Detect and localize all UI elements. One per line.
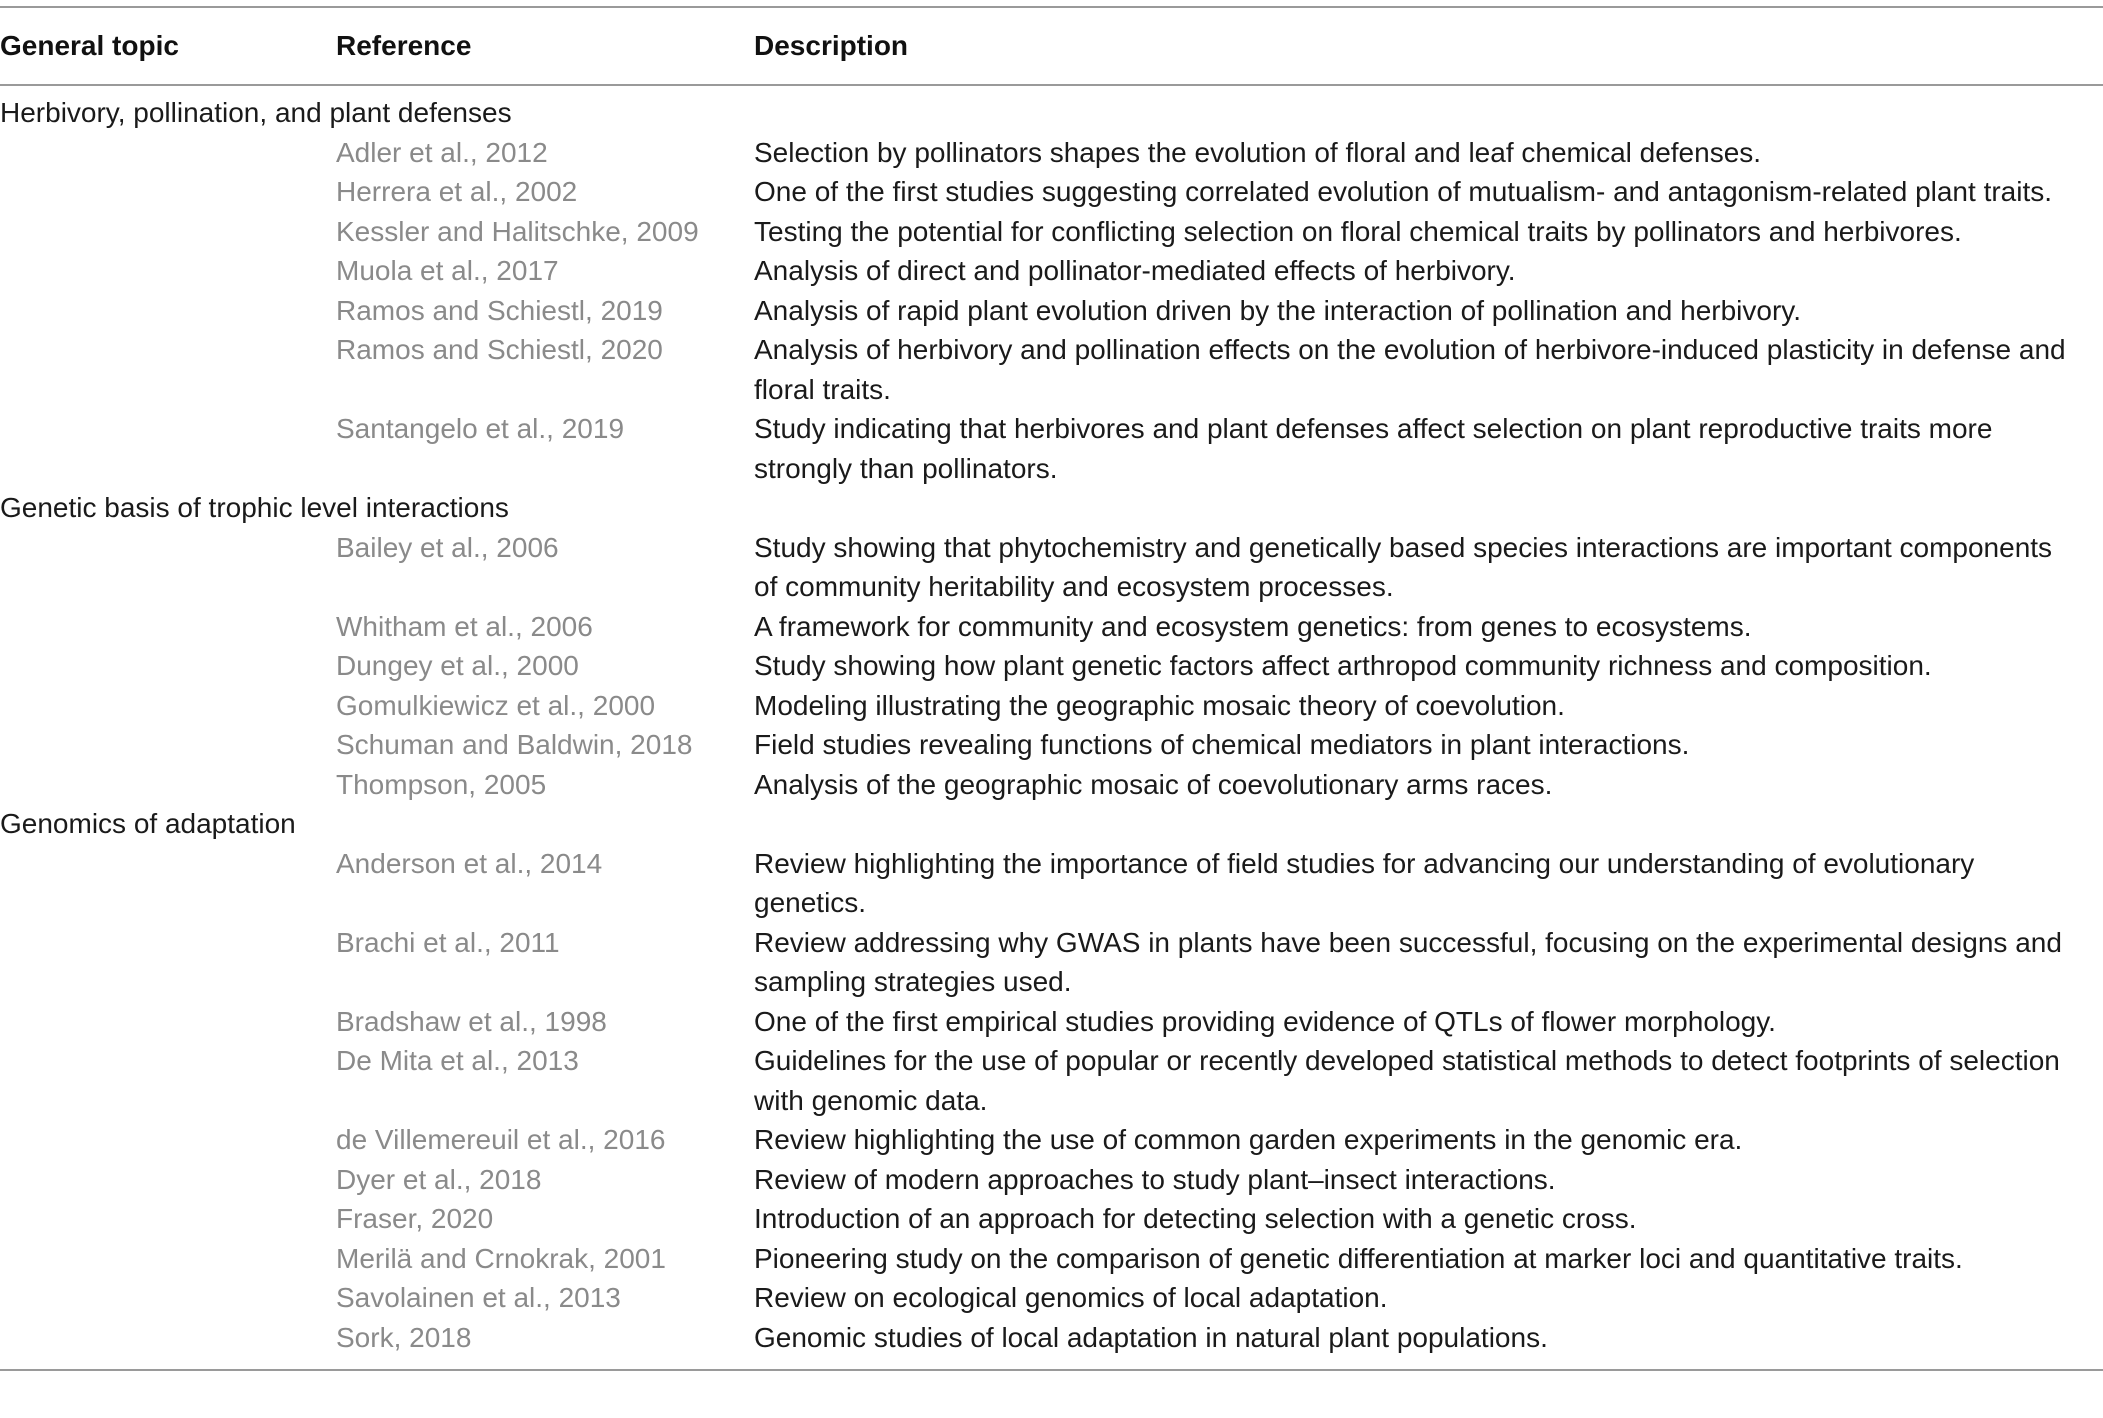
table-row <box>0 1041 2103 1120</box>
reference-cell: de Villemereuil et al., 2016 <box>336 1124 666 1155</box>
description-cell: Review addressing why GWAS in plants have been successful, focusing on the experimental designs and sampling strategies used. <box>754 926 2062 997</box>
topic-row <box>0 488 2103 528</box>
table-row <box>0 1318 2103 1371</box>
description-cell: Analysis of direct and pollinator-mediated effects of herbivory. <box>754 255 1516 286</box>
table-row <box>0 686 2103 726</box>
references-table <box>0 6 2103 1371</box>
table-row <box>0 844 2103 923</box>
column-header-topic: General topic <box>0 30 179 61</box>
table-row <box>0 133 2103 173</box>
reference-cell: Bailey et al., 2006 <box>336 531 559 563</box>
reference-cell: Anderson et al., 2014 <box>336 847 603 879</box>
description-cell: A framework for community and ecosystem genetics: from genes to ecosystems. <box>754 610 1752 642</box>
table-row <box>0 1120 2103 1160</box>
topic-label: Genomics of adaptation <box>0 808 296 839</box>
description-cell: Review of modern approaches to study plant–insect interactions. <box>754 1163 1556 1195</box>
table-row <box>0 1199 2103 1239</box>
description-cell: Analysis of the geographic mosaic of coevolutionary arms races. <box>754 768 1553 800</box>
topic-label: Herbivory, pollination, and plant defenses <box>0 97 512 128</box>
table-row <box>0 291 2103 331</box>
table-header <box>0 7 2103 85</box>
reference-cell: Fraser, 2020 <box>336 1203 494 1234</box>
reference-cell: Savolainen et al., 2013 <box>336 1282 621 1313</box>
description-cell: Guidelines for the use of popular or recently developed statistical methods to detect footprints of selection with genomic data. <box>754 1045 2060 1116</box>
table-row <box>0 1002 2103 1042</box>
table-row <box>0 212 2103 252</box>
reference-cell: Ramos and Schiestl, 2019 <box>336 294 663 326</box>
description-cell: Study showing that phytochemistry and genetically based species interactions are important components of community heritability and ecosystem processes. <box>754 531 2053 602</box>
table-row <box>0 172 2103 212</box>
table-row <box>0 528 2103 607</box>
reference-cell: Dyer et al., 2018 <box>336 1163 542 1195</box>
description-cell: One of the first studies suggesting correlated evolution of mutualism- and antagonism-related plant traits. <box>754 176 2053 207</box>
table-row <box>0 1278 2103 1318</box>
table-body <box>0 85 2103 1370</box>
topic-row <box>0 804 2103 844</box>
description-cell: Analysis of herbivory and pollination effects on the evolution of herbivore-induced plasticity in defense and floral traits. <box>754 334 2066 405</box>
description-cell: Introduction of an approach for detecting selection with a genetic cross. <box>754 1203 1637 1234</box>
reference-cell: Kessler and Halitschke, 2009 <box>336 215 699 247</box>
description-cell: One of the first empirical studies providing evidence of QTLs of flower morphology. <box>754 1005 1776 1037</box>
description-cell: Review on ecological genomics of local adaptation. <box>754 1282 1388 1313</box>
table-row <box>0 251 2103 291</box>
description-cell: Study showing how plant genetic factors affect arthropod community richness and composition. <box>754 650 1932 681</box>
reference-cell: Bradshaw et al., 1998 <box>336 1005 607 1037</box>
column-header-description: Description <box>754 30 909 61</box>
reference-cell: Muola et al., 2017 <box>336 255 559 286</box>
description-cell: Review highlighting the use of common garden experiments in the genomic era. <box>754 1124 1743 1155</box>
reference-cell: Adler et al., 2012 <box>336 136 548 168</box>
description-cell: Analysis of rapid plant evolution driven by the interaction of pollination and herbivory. <box>754 294 1801 326</box>
reference-cell: Schuman and Baldwin, 2018 <box>336 729 693 760</box>
description-cell: Study indicating that herbivores and plant defenses affect selection on plant reproductive traits more strongly than pollinators. <box>754 413 1993 484</box>
reference-cell: Merilä and Crnokrak, 2001 <box>336 1242 666 1274</box>
reference-cell: Ramos and Schiestl, 2020 <box>336 334 663 365</box>
description-cell: Genomic studies of local adaptation in natural plant populations. <box>754 1321 1548 1353</box>
table-row <box>0 607 2103 647</box>
description-cell: Modeling illustrating the geographic mosaic theory of coevolution. <box>754 689 1565 721</box>
table-row <box>0 1160 2103 1200</box>
topic-row <box>0 85 2103 133</box>
topic-label: Genetic basis of trophic level interactions <box>0 492 509 523</box>
table-row <box>0 646 2103 686</box>
description-cell: Selection by pollinators shapes the evolution of floral and leaf chemical defenses. <box>754 136 1762 168</box>
reference-cell: Gomulkiewicz et al., 2000 <box>336 689 656 721</box>
table-row <box>0 765 2103 805</box>
description-cell: Review highlighting the importance of field studies for advancing our understanding of evolutionary genetics. <box>754 847 1975 918</box>
reference-cell: Santangelo et al., 2019 <box>336 413 625 444</box>
reference-cell: Herrera et al., 2002 <box>336 176 578 207</box>
table-row <box>0 923 2103 1002</box>
description-cell: Field studies revealing functions of chemical mediators in plant interactions. <box>754 729 1690 760</box>
table-row <box>0 409 2103 488</box>
description-cell: Testing the potential for conflicting selection on floral chemical traits by pollinators and herbivores. <box>754 215 1962 247</box>
reference-cell: Sork, 2018 <box>336 1321 472 1353</box>
header-row <box>0 7 2103 85</box>
reference-cell: Thompson, 2005 <box>336 768 547 800</box>
reference-cell: De Mita et al., 2013 <box>336 1045 579 1076</box>
table-row <box>0 330 2103 409</box>
reference-cell: Brachi et al., 2011 <box>336 926 560 958</box>
description-cell: Pioneering study on the comparison of genetic differentiation at marker loci and quantitative traits. <box>754 1242 1963 1274</box>
reference-cell: Dungey et al., 2000 <box>336 650 579 681</box>
table-row <box>0 725 2103 765</box>
reference-cell: Whitham et al., 2006 <box>336 610 593 642</box>
column-header-reference: Reference <box>336 30 472 61</box>
table-row <box>0 1239 2103 1279</box>
